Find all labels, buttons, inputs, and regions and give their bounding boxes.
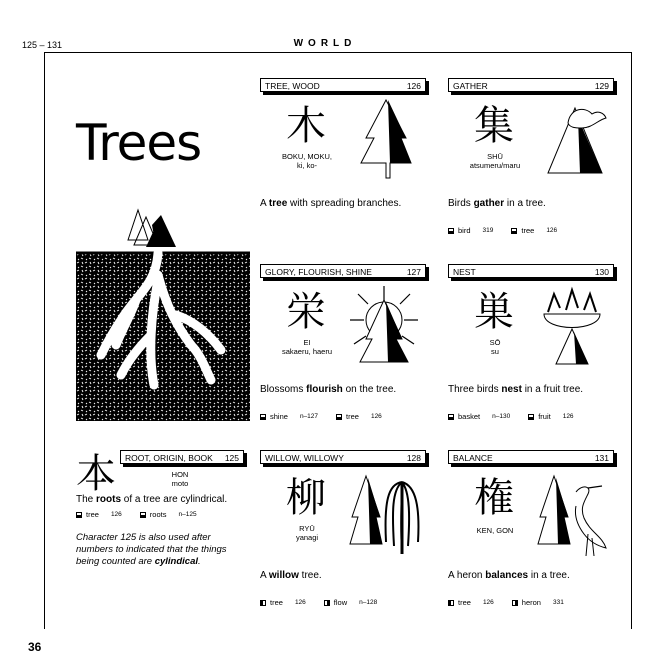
kun-reading: ki, ko- [296,161,317,170]
reference: basket n–130 [448,412,510,421]
card-header [448,78,614,92]
reference: heron 331 [512,598,564,607]
description: A willow tree. [260,570,322,581]
reference: bird 319 [448,226,493,235]
radical-icon [260,414,266,420]
page-range: 125 – 131 [22,40,63,50]
card-header [260,450,426,464]
card-header [448,264,614,278]
reference: fruit 126 [528,412,573,421]
references [448,226,557,235]
section-title: Trees [76,114,202,172]
on-reading: KEN, GON [476,526,514,535]
reference: shine n–127 [260,412,318,421]
card-heading: BALANCE [453,453,493,463]
reference: tree 126 [76,510,122,519]
reading [452,152,538,170]
usage-note: Character 125 is also used after numbers to indicated that the things being counted are cylindical. [76,532,227,567]
radical-icon [448,414,454,420]
kun-reading: atsumeru/maru [469,161,521,170]
willow-illustration [348,472,423,557]
shining-tree-illustration [348,284,420,369]
page-number: 36 [28,640,42,654]
tree-roots-illustration [76,205,250,421]
reference: tree 126 [260,598,306,607]
chapter-title: WORLD [293,38,357,49]
radical-icon [336,414,342,420]
on-reading: SHŪ [487,152,503,161]
references [260,412,382,421]
on-reading: RYŪ [299,524,315,533]
reference: flow n–128 [324,598,377,607]
card-header [448,450,614,464]
radical-icon [511,228,517,234]
card-heading: GATHER [453,81,488,91]
kanji: 木 [286,103,326,149]
reading [452,338,538,356]
kanji: 巣 [474,289,514,335]
radical-icon [260,600,266,606]
kun-reading: sakaeru, haeru [281,347,333,356]
description: Three birds nest in a fruit tree. [448,384,584,395]
card-number: 129 [594,81,609,91]
tree-illustration [356,98,416,183]
on-reading: SŌ [489,338,501,347]
bird-in-tree-illustration [540,98,610,183]
description: A tree with spreading branches. [260,198,402,209]
description: The roots of a tree are cylindrical. [76,494,228,505]
card-heading: GLORY, FLOURISH, SHINE [265,267,372,277]
card-heading: WILLOW, WILLOWY [265,453,344,463]
card-header [120,450,244,464]
references [448,598,564,607]
reference: tree 126 [511,226,557,235]
reference: roots n–125 [140,510,197,519]
on-reading: BOKU, MOKU, [281,152,332,161]
card-number: 126 [406,81,421,91]
card-number: 128 [406,453,421,463]
reading [264,152,350,170]
reading [452,526,538,535]
card-number: 130 [594,267,609,277]
radical-icon [448,228,454,234]
radical-icon [448,600,454,606]
kanji: 集 [474,103,514,149]
radical-icon [528,414,534,420]
kun-reading: yanagi [295,533,319,542]
nest-illustration [536,284,608,369]
card-heading: TREE, WOOD [265,81,320,91]
kun-reading: su [491,347,499,356]
radical-icon [324,600,330,606]
kanji: 柳 [286,475,326,521]
radical-icon [76,512,82,518]
card-header [260,264,426,278]
description: Blossoms flourish on the tree. [260,384,397,395]
radical-icon [140,512,146,518]
description: Birds gather in a tree. [448,198,546,209]
reading [264,524,350,542]
references [76,510,197,519]
reference: tree 126 [336,412,382,421]
card-number: 131 [594,453,609,463]
kanji: 栄 [286,289,326,335]
card-number: 127 [406,267,421,277]
description: A heron balances in a tree. [448,570,570,581]
heron-in-tree-illustration [536,472,611,557]
references [448,412,574,421]
kun-reading: moto [171,479,189,488]
reading [264,338,350,356]
on-reading: EI [303,338,311,347]
card-header [260,78,426,92]
on-reading: HON [171,470,189,479]
radical-icon [512,600,518,606]
reading [160,470,200,488]
reference: tree 126 [448,598,494,607]
card-heading: NEST [453,267,476,277]
references [260,598,377,607]
card-heading: ROOT, ORIGIN, BOOK [125,453,213,463]
kanji: 本 [76,451,116,497]
kanji: 権 [474,475,514,521]
card-number: 125 [224,453,239,463]
